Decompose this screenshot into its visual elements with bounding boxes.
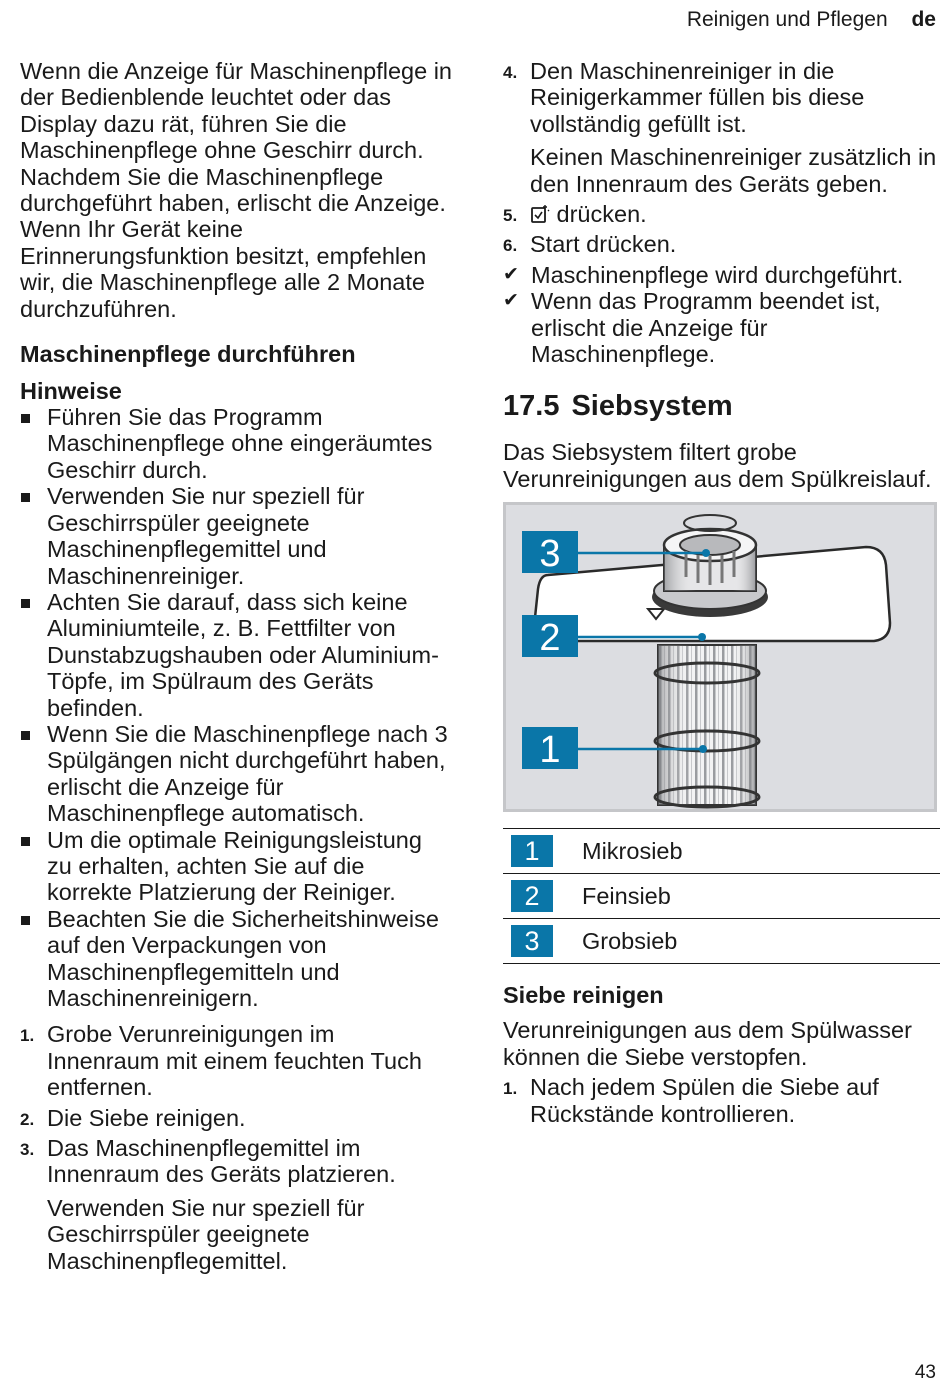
legend-number-badge: 2 [511,880,553,912]
legend-label: Feinsieb [582,882,671,909]
step-item [20,1135,452,1274]
bullet-icon [21,837,30,846]
left-column [20,58,452,1274]
list-item: Führen Sie das Programm Maschinenpflege ohne eingeräumtes Geschirr durch. [20,404,452,483]
bullet-icon [21,414,30,423]
page-number: 43 [914,1362,936,1383]
list-item: Verwenden Sie nur speziell für Geschirrspüler geeignete Maschinenpflegemittel und Maschinenreiniger. [20,483,452,589]
section-number: 17.5 [503,390,560,423]
step-item [20,1021,452,1100]
intro-paragraph: Wenn die Anzeige für Maschinenpflege in der Bedienblende leuchtet oder das Display dazu rät, führen Sie die Maschinenpflege ohne Geschirr durch. Nachdem Sie die Maschinenpflege durchgeführt haben, erlischt die Anzeige. Wenn Ihr Gerät keine Erinnerungsfunktion besitzt, empfehlen wir, die Maschinenpflege alle 2 Monate durchzuführen. [20,58,452,322]
result-item: ✔ Maschinenpflege wird durchgeführt. [503,261,904,288]
step-text: Die Siebe reinigen. [47,1104,246,1131]
page-header [687,8,936,32]
step-number: 4. [503,63,518,82]
figure-label-3: 3 [539,533,561,576]
legend-number-badge: 3 [511,925,553,957]
step-number: 2. [20,1109,35,1129]
step-item [503,201,940,227]
bullet-icon [21,599,30,608]
clean-intro: Verunreinigungen aus dem Spülwasser können die Siebe verstopfen. [503,1017,912,1070]
heading-siebe-reinigen: Siebe reinigen [503,982,664,1009]
machine-care-icon [530,203,550,225]
legend-number-badge: 1 [511,835,553,867]
section-title: Siebsystem [571,390,733,423]
legend-row [503,919,940,964]
step-number: 1. [20,1026,35,1046]
step-text: Grobe Verunreinigungen im Innenraum mit einem feuchten Tuch entfernen. [47,1021,422,1101]
step-subtext: Keinen Maschinenreiniger zusätzlich in den Innenraum des Geräts geben. [530,144,937,197]
legend-label: Mikrosieb [582,837,683,864]
section-heading [503,389,940,423]
right-column [503,58,940,1127]
heading-maschinenpflege: Maschinenpflege durchführen [20,341,356,368]
step-text: drücken. [556,201,647,228]
figure-label-1: 1 [539,729,561,772]
step-number: 5. [503,206,518,226]
filter-system-figure [503,502,937,812]
steps-list [20,1021,452,1274]
legend-row [503,829,940,874]
header-language: de [911,8,936,31]
figure-label-2: 2 [539,617,561,660]
step-text: drücken. [586,231,677,258]
step-item [503,1074,940,1127]
notes-list [20,404,452,1011]
result-item: ✔ Wenn das Programm beendet ist, erlischt die Anzeige für Maschinenpflege. [503,288,881,368]
step-number: 1. [503,1079,518,1099]
filter-illustration [506,505,934,809]
legend-label: Grobsieb [582,927,678,954]
section-intro: Das Siebsystem filtert grobe Verunreinigungen aus dem Spülkreislauf. [503,439,932,492]
step-item [503,231,940,257]
list-item: Wenn Sie die Maschinenpflege nach 3 Spülgängen nicht durchgeführt haben, erlischt die Anzeige für Maschinenpflege automatisch. [20,721,452,827]
step-text: Nach jedem Spülen die Siebe auf Rückstände kontrollieren. [530,1074,879,1127]
heading-hinweise: Hinweise [20,378,122,405]
figure-legend [503,828,940,964]
legend-row [503,874,940,919]
checkmark-icon: ✔ [503,290,519,312]
step-item [503,58,940,197]
checkmark-icon: ✔ [503,263,519,285]
bullet-icon [21,731,30,740]
step-text: Das Maschinenpflegemittel im Innenraum des Geräts platzieren. [47,1135,396,1188]
step-text: Den Maschinenreiniger in die Reinigerkammer füllen bis diese vollständig gefüllt ist. [530,58,865,137]
step-number: 6. [503,236,518,256]
step-subtext: Verwenden Sie nur speziell für Geschirrspüler geeignete Maschinenpflegemittel. [47,1194,365,1274]
list-item: Beachten Sie die Sicherheitshinweise auf den Verpackungen von Maschinenpflegemitteln und Maschinenreinigern. [20,906,452,1012]
list-item: Um die optimale Reinigungsleistung zu erhalten, achten Sie auf die korrekte Platzierung der Reiniger. [20,827,452,906]
list-item: Achten Sie darauf, dass sich keine Aluminiumteile, z. B. Fettfilter von Dunstabzugshauben oder Aluminium-Töpfe, im Spülraum des Geräts befinden. [20,589,452,721]
step-item [20,1105,452,1131]
bullet-icon [21,916,30,925]
header-section-title: Reinigen und Pflegen [686,8,888,31]
step-number: 3. [20,1140,35,1160]
start-key-label: Start [530,231,580,258]
bullet-icon [21,493,30,502]
